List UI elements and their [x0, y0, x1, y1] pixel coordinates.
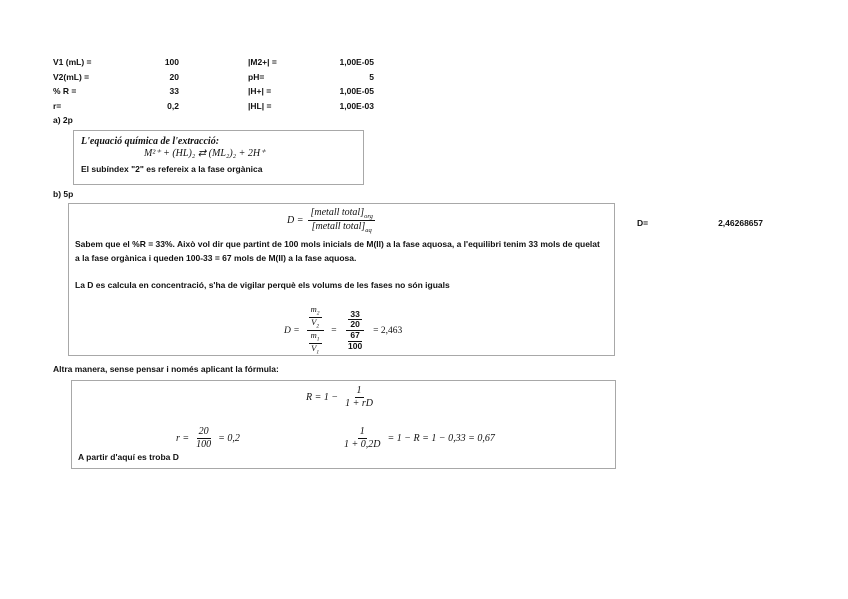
conc-label-m2: |M2+| = — [248, 57, 277, 67]
conc-label-hl: |HL| = — [248, 101, 272, 111]
recovery-formula-lhs: R = 1 − — [306, 391, 339, 403]
reaction-equation: M²⁺ + (HL)₂ ⇄ (ML₂)₂ + 2H⁺ — [144, 148, 266, 159]
param-value-v1: 100 — [164, 57, 179, 67]
alternative-intro: Altra manera, sense pensar i només aplicant la fórmula: — [53, 364, 279, 374]
part-b-heading: b) 5p — [53, 189, 74, 199]
reaction-note: El subíndex "2" es refereix a la fase orgànica — [81, 164, 263, 174]
d-definition-fraction — [308, 207, 374, 235]
conc-label-h: |H+| = — [248, 86, 272, 96]
param-label-v2: V2(mL) = — [53, 72, 90, 82]
d-derivation-result: = 1 − R = 1 − 0,33 = 0,67 — [387, 432, 495, 444]
recovery-formula-fraction: $\frac{1}{1 + rD}$ — [345, 385, 373, 409]
param-label-r-percent: % R = — [53, 86, 77, 96]
reaction-title: L'equació química de l'extracció: — [81, 136, 220, 147]
ratio-result: = 0,2 — [218, 432, 240, 444]
conc-value-h: 1,00E-05 — [339, 86, 374, 96]
conc-value-ph: 5 — [369, 72, 374, 82]
d-calc-lhs: D = — [284, 325, 300, 336]
recovery-formula — [306, 385, 377, 409]
conc-value-m2: 1,00E-05 — [339, 57, 374, 67]
param-value-r-percent: 33 — [169, 86, 179, 96]
ratio-lhs: r = — [176, 432, 190, 444]
d-calculation: D = $\frac{\frac{m_2}{V_2}}{\frac{m_1}{V_1}}$ = $\frac{\frac{33}{20}}{\frac{67}{100}}$ = 2,463 — [284, 304, 403, 356]
recovery-explanation: Sabem que el %R = 33%. Això vol dir que partint de 100 mols inicials de M(II) a la fase aquosa, a l'equilibri tenim 33 mols de quelat a la fase orgànica i queden 100-33 = 67 mols de M(II) a la fase aquosa. — [75, 239, 600, 263]
ratio-fraction: $\frac{20}{100}$ — [196, 426, 212, 450]
alternative-footer: A partir d'aquí es troba D — [78, 452, 179, 462]
alternative-box — [71, 380, 616, 469]
d-result-label: D= — [637, 218, 649, 228]
d-definition-lhs: D = — [287, 215, 304, 227]
concentration-note: La D es calcula en concentració, s'ha de vigilar perquè els volums de les fases no són iguals — [75, 280, 450, 290]
d-definition-formula — [287, 207, 377, 235]
ratio-formula — [176, 426, 240, 450]
param-value-v2: 20 — [169, 72, 179, 82]
param-label-r: r= — [53, 101, 62, 111]
conc-label-ph: pH= — [248, 72, 265, 82]
d-result-value: 2,46268657 — [718, 218, 763, 228]
d-derivation-formula — [340, 426, 495, 450]
part-a-box — [73, 130, 364, 185]
d-symbolic-fraction: $\frac{\frac{m_2}{V_2}}{\frac{m_1}{V_1}}$ — [305, 305, 326, 356]
param-label-v1: V1 (mL) = — [53, 57, 92, 67]
d-denominator: [metall $total]_{aq}$ — [311, 221, 372, 235]
d-numeric-fraction: $\frac{\frac{33}{20}}{\frac{67}{100}}$ — [347, 308, 363, 351]
d-numerator: [metall $total]_{org}$ — [310, 207, 373, 220]
part-b-box — [68, 203, 615, 356]
d-derivation-fraction: $\frac{1}{1 + 0,2D}$ — [344, 426, 381, 450]
conc-value-hl: 1,00E-03 — [339, 101, 374, 111]
param-value-r: 0,2 — [167, 101, 179, 111]
part-a-heading: a) 2p — [53, 115, 73, 125]
d-calc-result: = 2,463 — [373, 325, 403, 336]
